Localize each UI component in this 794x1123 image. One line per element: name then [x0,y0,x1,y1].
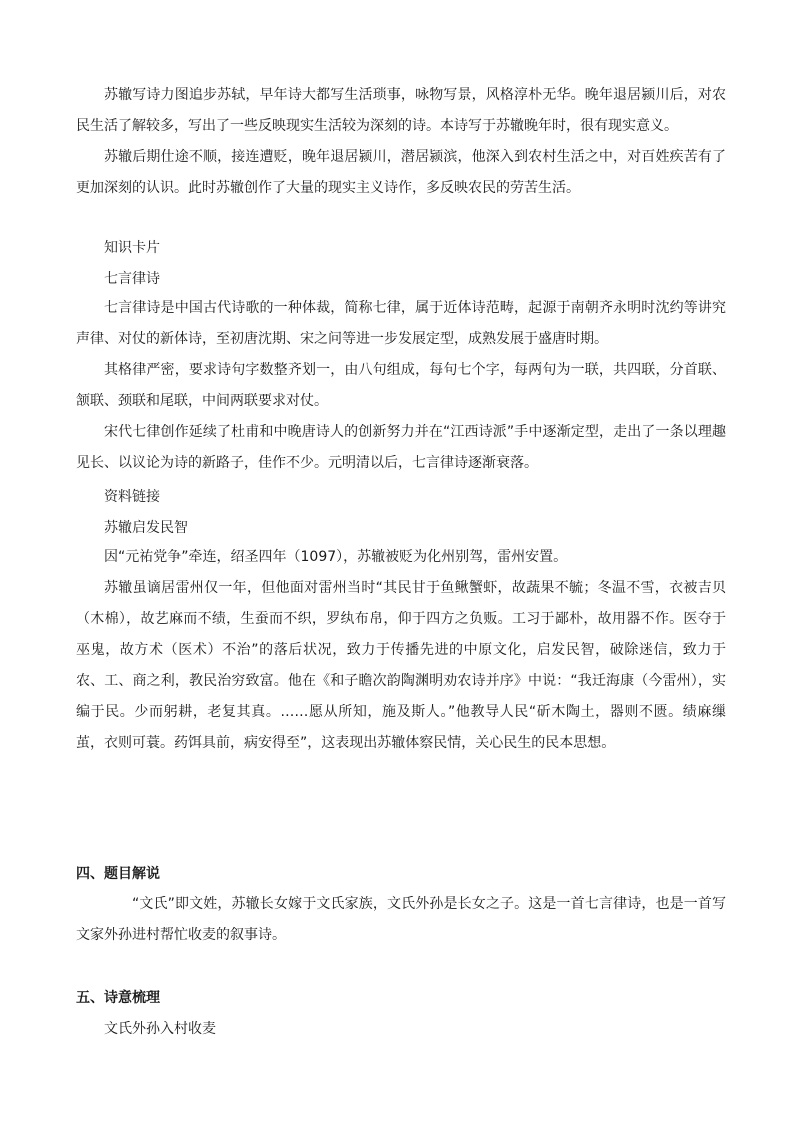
section-5-heading: 五、诗意梳理 [76,990,160,1006]
knowledge-paragraph-3: 宋代七律创作延续了杜甫和中晚唐诗人的创新努力并在“江西诗派”手中逐渐定型，走出了一条以理趣见长、以议论为诗的新路子，佳作不少。元明清以后，七言律诗逐渐衰落。 [76,424,726,471]
material-link-body [76,542,726,759]
intro-paragraph-2: 苏辙后期仕途不顺，接连遭贬，晚年退居颍川，潜居颍滨，他深入到农村生活之中，对百姓疾苦有了更加深刻的认识。此时苏辙创作了大量的现实主义诗作，多反映农民的劳苦生活。 [76,149,726,196]
material-paragraph-1: 因“元祐党争”牵连，绍圣四年（1097），苏辙被贬为化州别驾，雷州安置。 [104,549,568,565]
knowledge-paragraph-2: 其格律严密，要求诗句字数整齐划一，由八句组成，每句七个字，每两句为一联，共四联，分首联、颔联、颈联和尾联，中间两联要求对仗。 [76,362,726,409]
material-link-label: 资料链接 [104,489,160,505]
knowledge-card-body [76,293,726,479]
intro-block [76,80,726,204]
knowledge-paragraph-1: 七言律诗是中国古代诗歌的一种体裁，简称七律，属于近体诗范畴，起源于南朝齐永明时沈约等讲究声律、对仗的新体诗，至初唐沈期、宋之问等进一步发展定型，成熟发展于盛唐时期。 [76,300,726,347]
material-link-title: 苏辙启发民智 [104,520,188,536]
knowledge-card-label: 知识卡片 [104,240,160,256]
section-4-body [76,889,726,951]
material-paragraph-2: 苏辙虽谪居雷州仅一年，但他面对雷州当时“其民甘于鱼鳅蟹虾，故蔬果不毓；冬温不雪，衣被吉贝（木棉），故艺麻而不绩，生蚕而不织，罗纨布帛，仰于四方之负贩。工习于鄙朴，故用器不作。医夺于巫鬼，故方术（医术）不治”的落后状况，致力于传播先进的中原文化，启发民智，破除迷信，致力于农、工、商之利，教民治穷致富。他在《和子瞻次韵陶渊明劝农诗并序》中说：“我迁海康（今雷州），实编于民。少而躬耕，老复其真。……愿从所知，施及斯人。”他教导人民“斫木陶土，器则不匮。绩麻缫茧，衣则可蓑。药饵具前，病安得至”，这表现出苏辙体察民情，关心民生的民本思想。 [76,580,726,751]
section-5-line-1: 文氏外孙入村收麦 [104,1021,216,1037]
section-4-heading: 四、题目解说 [76,866,160,882]
intro-paragraph-1: 苏辙写诗力图追步苏轼，早年诗大都写生活琐事，咏物写景，风格淳朴无华。晚年退居颍川后，对农民生活了解较多，写出了一些反映现实生活较为深刻的诗。本诗写于苏辙晚年时，很有现实意义。 [76,87,726,134]
section-4-paragraph: “文氏”即文姓，苏辙长女嫁于文氏家族，文氏外孙是长女之子。这是一首七言律诗，也是一首写文家外孙进村帮忙收麦的叙事诗。 [76,896,726,943]
knowledge-card-title: 七言律诗 [104,271,160,287]
